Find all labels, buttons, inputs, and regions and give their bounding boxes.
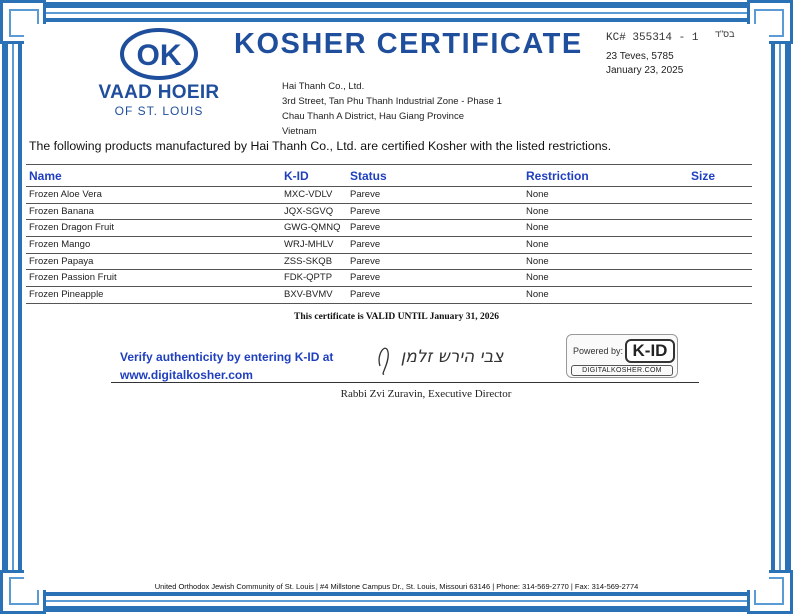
header-name: Name bbox=[29, 169, 62, 183]
product-status: Pareve bbox=[350, 289, 381, 301]
product-restriction: None bbox=[526, 222, 549, 234]
product-restriction: None bbox=[526, 239, 549, 251]
product-name: Frozen Mango bbox=[29, 239, 91, 251]
product-kid: MXC-VDLV bbox=[284, 189, 333, 200]
digital-kosher-badge[interactable] bbox=[566, 334, 678, 378]
product-restriction: None bbox=[526, 272, 549, 284]
header-restriction: Restriction bbox=[526, 169, 589, 183]
header-size: Size bbox=[691, 169, 716, 183]
verify-text: Verify authenticity by entering K-ID at bbox=[120, 350, 334, 364]
product-kid: BXV-BVMV bbox=[284, 289, 333, 301]
signature-line bbox=[111, 382, 699, 383]
product-status: Pareve bbox=[350, 239, 381, 251]
product-name: Frozen Aloe Vera bbox=[29, 189, 102, 200]
product-name: Frozen Banana bbox=[29, 205, 94, 217]
kc-number: KC# 355314 - 1 bbox=[606, 32, 699, 44]
badge-url: DIGITALKOSHER.COM bbox=[571, 365, 673, 376]
table-row bbox=[26, 254, 752, 271]
address-line: 3rd Street, Tan Phu Thanh Industrial Zone - Phase 1 bbox=[282, 96, 502, 107]
product-kid: ZSS-SKQB bbox=[284, 255, 333, 267]
page-title: KOSHER CERTIFICATE bbox=[234, 28, 583, 60]
product-status: Pareve bbox=[350, 205, 381, 217]
bsd-mark: בס"ד bbox=[715, 29, 735, 39]
rabbi-signature bbox=[372, 336, 532, 380]
k-id-logo-icon: K-ID bbox=[625, 339, 675, 363]
gregorian-date: January 23, 2025 bbox=[606, 65, 684, 76]
table-row bbox=[26, 220, 752, 237]
intro-text: The following products manufactured by Hai Thanh Co., Ltd. are certified Kosher with the listed restrictions. bbox=[29, 139, 612, 153]
product-status: Pareve bbox=[350, 272, 381, 284]
product-name: Frozen Papaya bbox=[29, 255, 94, 267]
product-name: Frozen Passion Fruit bbox=[29, 272, 117, 284]
logo-subtitle: OF ST. LOUIS bbox=[114, 104, 204, 118]
table-row bbox=[26, 237, 752, 254]
address-country: Vietnam bbox=[282, 126, 317, 137]
hebrew-date: 23 Teves, 5785 bbox=[606, 51, 674, 62]
product-restriction: None bbox=[526, 255, 549, 267]
ok-monogram-icon bbox=[120, 28, 198, 80]
product-kid: GWG-QMNQ bbox=[284, 222, 341, 234]
table-row bbox=[26, 287, 752, 304]
header-kid: K-ID bbox=[284, 169, 309, 183]
verify-notice bbox=[120, 348, 333, 384]
logo-name: VAAD HOEIR bbox=[98, 82, 220, 103]
product-name: Frozen Dragon Fruit bbox=[29, 222, 115, 234]
vaad-hoeir-logo bbox=[94, 28, 224, 118]
badge-powered-by: Powered by: bbox=[573, 346, 624, 356]
signature-text: צבי הירש זלמן bbox=[400, 347, 504, 367]
table-row bbox=[26, 204, 752, 221]
product-table bbox=[26, 164, 752, 304]
validity-notice: This certificate is VALID UNTIL January 31, 2026 bbox=[294, 312, 499, 322]
table-header bbox=[26, 165, 752, 187]
product-kid: JQX-SGVQ bbox=[284, 205, 334, 217]
header-status: Status bbox=[350, 169, 387, 183]
product-status: Pareve bbox=[350, 222, 381, 234]
signer-name: Rabbi Zvi Zuravin, Executive Director bbox=[340, 388, 512, 400]
verify-url[interactable]: www.digitalkosher.com bbox=[120, 368, 253, 382]
product-status: Pareve bbox=[350, 189, 381, 200]
product-restriction: None bbox=[526, 189, 549, 200]
logo-monogram: OK bbox=[136, 39, 182, 72]
address-line: Chau Thanh A District, Hau Giang Province bbox=[282, 111, 465, 122]
product-name: Frozen Pineapple bbox=[29, 289, 104, 301]
product-kid: FDK-QPTP bbox=[284, 272, 333, 284]
company-name: Hai Thanh Co., Ltd. bbox=[282, 81, 365, 92]
footer-contact: United Orthodox Jewish Community of St. Louis | #4 Millstone Campus Dr., St. Louis, Missouri 63146 | Phone: 314-569-2770 | Fax: 314-569-2774 bbox=[154, 582, 639, 591]
product-status: Pareve bbox=[350, 255, 381, 267]
product-kid: WRJ-MHLV bbox=[284, 239, 334, 251]
table-row bbox=[26, 187, 752, 204]
product-restriction: None bbox=[526, 205, 549, 217]
company-address bbox=[282, 79, 502, 139]
table-row bbox=[26, 270, 752, 287]
product-restriction: None bbox=[526, 289, 549, 301]
